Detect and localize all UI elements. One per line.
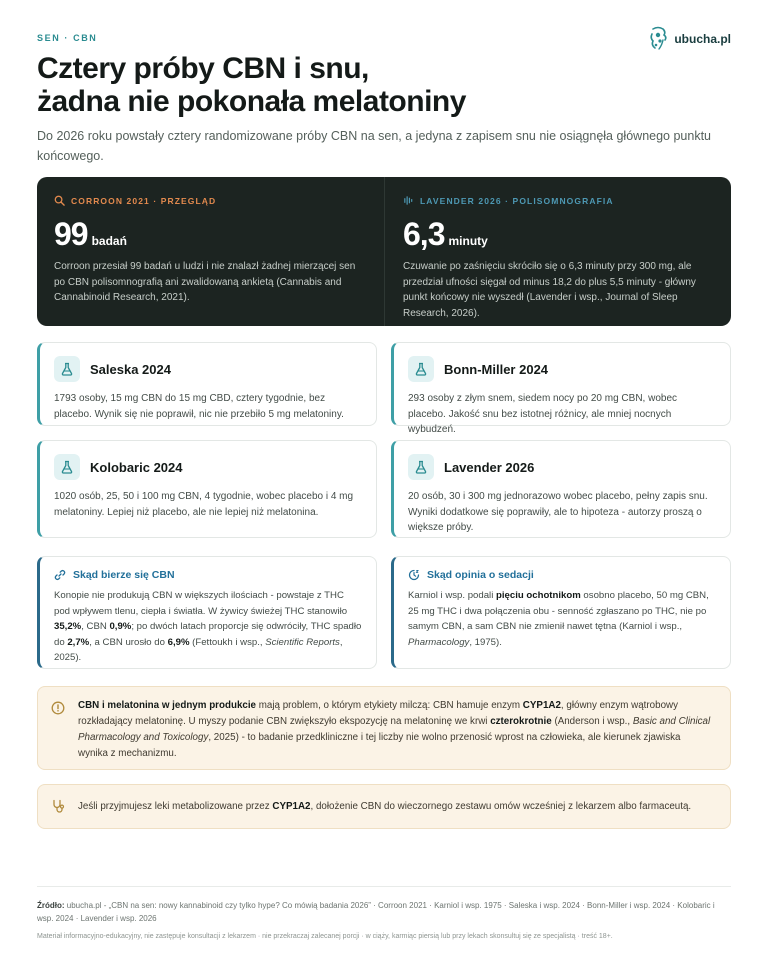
- stat-description: Corroon przesiał 99 badań u ludzi i nie znalazł żadnej mierzącej sen po CBN polisomnografią ani zwalidowaną ankietą (Cannabis and Cannabinoid Research, 2021).: [54, 261, 356, 303]
- info-card-sedation: [391, 556, 731, 669]
- stat-lavender: [384, 177, 731, 326]
- stat-unit: badań: [91, 234, 127, 248]
- link-icon: [54, 569, 66, 581]
- stat-number: 99: [54, 216, 88, 252]
- study-text: 1020 osób, 25, 50 i 100 mg CBN, 4 tygodnie, wobec placebo i 4 mg melatoniny. Lepiej niż placebo, ale nie lepiej niż melatonina.: [54, 491, 354, 518]
- stat-figure: [54, 216, 366, 253]
- warning-cbn-melatonin: [37, 686, 731, 770]
- brand-name: ubucha.pl: [674, 32, 731, 46]
- flask-icon: [54, 356, 80, 382]
- stat-description: Czuwanie po zaśnięciu skróciło się o 6,3 minuty przy 300 mg, ale przedział ufności sięgał od minus 18,2 do plus 5,5 minuty - główny punkt końcowy nie wyszedł (Lavender i wsp., Journal of Sleep Research, 2026).: [403, 261, 696, 319]
- study-card-lavender: [391, 440, 731, 538]
- alert-circle-icon: [51, 701, 65, 715]
- title-line-1: Cztery próby CBN i snu,: [37, 52, 369, 85]
- sleep-clock-icon: [408, 569, 420, 581]
- info-title: Skąd bierze się CBN: [73, 569, 175, 581]
- stat-label: CORROON 2021 · PRZEGLĄD: [54, 195, 366, 206]
- warning-cyp1a2: [37, 784, 731, 829]
- title-line-2: żadna nie pokonała melatoniny: [37, 85, 466, 118]
- kombucha-logo-icon: [647, 26, 669, 52]
- stat-label: LAVENDER 2026 · POLISOMNOGRAFIA: [403, 195, 713, 206]
- stethoscope-icon: [51, 799, 66, 814]
- stats-panel: [37, 177, 731, 326]
- info-card-cbn-origin: [37, 556, 377, 669]
- stat-number: 6,3: [403, 216, 445, 252]
- infographic-page: [37, 0, 731, 960]
- waveform-icon: [403, 195, 414, 206]
- info-text: Karniol i wsp. podali pięciu ochotnikom osobno placebo, 50 mg CBN, 25 mg THC i dwa połączenia obu - senność zgłaszano po THC, nie po samym CBN, a sam CBN nie zmienił nawet tętna (Karniol i wsp., Pharmacology, 1975).: [408, 590, 709, 648]
- study-text: 1793 osoby, 15 mg CBN do 15 mg CBD, cztery tygodnie, bez placebo. Wynik się nie poprawił, nic nie przebiło 5 mg melatoniny.: [54, 393, 344, 420]
- warning-text: Jeśli przyjmujesz leki metabolizowane przez CYP1A2, dołożenie CBN do wieczornego zestawu omów wcześniej z lekarzem albo farmaceutą.: [78, 800, 692, 812]
- search-icon: [54, 195, 65, 206]
- study-card-bonn-miller: [391, 342, 731, 435]
- stat-figure: [403, 216, 713, 253]
- kicker: SEN · CBN: [37, 33, 98, 43]
- info-text: Konopie nie produkują CBN w większych ilościach - powstaje z THC pod wpływem tlenu, ciepła i światła. W żywicy świeżej THC stanowiło 35,2%, CBN 0,9%; po dwóch latach proporcje się odwróciły, THC spadło do 2,7%, a CBN urosło do 6,9% (Fettoukh i wsp., Scientific Reports, 2025).: [54, 590, 362, 663]
- info-title: Skąd opinia o sedacji: [427, 569, 534, 581]
- study-title: Bonn-Miller 2024: [444, 361, 549, 377]
- footer: [37, 886, 731, 940]
- brand[interactable]: [647, 26, 731, 52]
- stat-corroon: [37, 177, 384, 326]
- study-title: Kolobaric 2024: [90, 459, 183, 475]
- footer-sources: Źródło: ubucha.pl - „CBN na sen: nowy kannabinoid czy tylko hype? Co mówią badania 2026” · Corroon 2021 · Karniol i wsp. 1975 · Saleska i wsp. 2024 · Bonn-Miller i wsp. 2024 · Kolobaric i wsp. 2024 · Lavender i wsp. 2026: [37, 901, 715, 923]
- flask-icon: [408, 454, 434, 480]
- stat-unit: minuty: [448, 234, 488, 248]
- study-title: Saleska 2024: [90, 361, 171, 377]
- footer-disclaimer: Materiał informacyjno-edukacyjny, nie zastępuje konsultacji z lekarzem · nie przekraczaj zalecanej porcji · w ciąży, karmiąc piersią lub przy lekach skonsultuj się ze specjalistą · treść 18+.: [37, 933, 613, 940]
- warning-text: CBN i melatonina w jednym produkcie mają problem, o którym etykiety milczą: CBN hamuje enzym CYP1A2, główny enzym wątrobowy rozkładający melatoninę. U myszy podanie CBN zwiększyło ekspozycję na melatoninę we krwi czterokrotnie (Anderson i wsp., Basic and Clinical Pharmacology and Toxicology, 2025) - to badanie przedkliniczne i tej liczby nie wolno przenosić wprost na człowieka, ale kierunek zjawiska wynika z mechanizmu.: [78, 700, 711, 759]
- study-card-saleska: [37, 342, 377, 426]
- flask-icon: [54, 454, 80, 480]
- study-text: 293 osoby z złym snem, siedem nocy po 20 mg CBN, wobec placebo. Jakość snu bez istotnej różnicy, ale mniej nocnych wybudzeń.: [408, 393, 678, 435]
- page-title: [37, 52, 637, 118]
- flask-icon: [408, 356, 434, 382]
- study-title: Lavender 2026: [444, 459, 535, 475]
- lede: Do 2026 roku powstały cztery randomizowane próby CBN na sen, a jedyna z zapisem snu nie osiągnęła głównego punktu końcowego.: [37, 129, 711, 163]
- study-card-kolobaric: [37, 440, 377, 538]
- study-text: 20 osób, 30 i 300 mg jednorazowo wobec placebo, pełny zapis snu. Wyniki dodatkowe się poprawiły, ale to hipoteza - autorzy proszą o większe próby.: [408, 491, 708, 533]
